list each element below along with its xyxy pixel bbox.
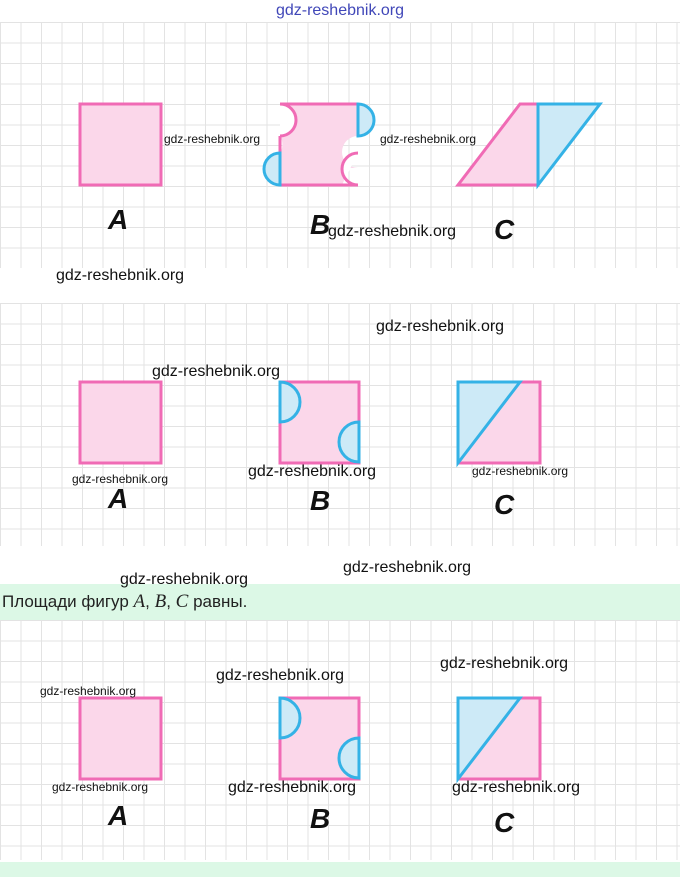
answer-prefix: Площади фигур — [2, 592, 129, 611]
triangle-piece — [538, 104, 600, 185]
watermark: gdz-reshebnik.org — [440, 655, 569, 672]
square-figure-a — [80, 382, 161, 463]
panel-answer-figures — [0, 620, 680, 860]
watermark: gdz-reshebnik.org — [376, 318, 505, 335]
site-watermark: gdz-reshebnik.org — [275, 2, 405, 19]
label-a: A — [108, 483, 129, 514]
figures-svg-2 — [0, 303, 680, 546]
watermark: gdz-reshebnik.org — [472, 464, 569, 478]
semicircle-piece-right — [358, 104, 374, 136]
watermark: gdz-reshebnik.org — [228, 779, 357, 796]
watermark: gdz-reshebnik.org — [452, 779, 581, 796]
figures-svg-3 — [0, 620, 680, 860]
square-figure-c — [458, 382, 540, 463]
panel-rearranged-figures — [0, 303, 680, 546]
watermark: gdz-reshebnik.org — [72, 472, 169, 486]
watermark: gdz-reshebnik.org — [52, 780, 149, 794]
var-c: C — [175, 591, 189, 612]
answer-suffix: равны. — [193, 592, 248, 611]
square-figure-b — [280, 382, 359, 463]
label-a: A — [108, 800, 129, 831]
var-b: B — [154, 591, 167, 612]
label-b: B — [310, 803, 331, 834]
watermark: gdz-reshebnik.org — [152, 363, 281, 380]
watermark: gdz-reshebnik.org — [216, 667, 345, 684]
square-figure-c — [458, 698, 540, 779]
answer-text: Площади фигур A, B, C равны. — [2, 591, 248, 612]
watermark: gdz-reshebnik.org — [56, 267, 185, 284]
label-c: C — [494, 807, 515, 838]
parallelogram-figure-c — [458, 104, 600, 185]
watermark: gdz-reshebnik.org — [380, 132, 477, 146]
watermark: gdz-reshebnik.org — [164, 132, 261, 146]
bottom-band — [0, 862, 680, 877]
watermark: gdz-reshebnik.org — [120, 571, 249, 588]
label-a: A — [108, 204, 129, 235]
watermark: gdz-reshebnik.org — [328, 223, 457, 240]
label-c: C — [494, 214, 515, 245]
label-b: B — [310, 209, 331, 240]
square-figure-b — [280, 698, 359, 779]
square-figure-a — [80, 698, 161, 779]
watermark: gdz-reshebnik.org — [343, 559, 472, 576]
label-c: C — [494, 489, 515, 520]
watermark: gdz-reshebnik.org — [40, 684, 137, 698]
var-a: A — [133, 591, 146, 612]
watermark: gdz-reshebnik.org — [248, 463, 377, 480]
puzzle-figure-b — [264, 104, 374, 185]
answer-band — [0, 584, 680, 620]
label-b: B — [310, 485, 331, 516]
square-figure-a — [80, 104, 161, 185]
semicircle-piece-left — [264, 153, 280, 185]
